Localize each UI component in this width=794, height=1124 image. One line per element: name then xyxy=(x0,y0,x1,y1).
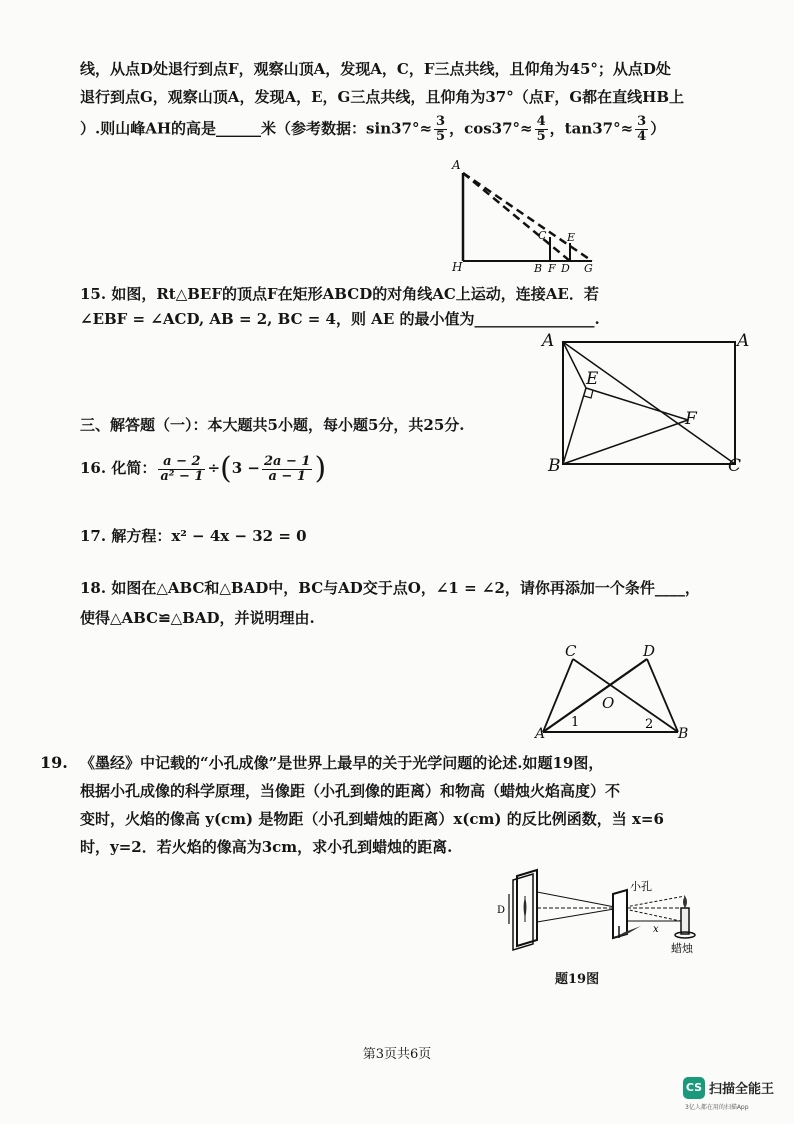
q14-text: ） xyxy=(650,119,666,138)
y-arrow-label: D xyxy=(497,905,506,916)
q15-line2 xyxy=(80,308,600,330)
q14-line3 xyxy=(80,115,665,144)
answer-blank: ________________. xyxy=(474,310,600,328)
q19-line1: 《墨经》中记载的“小孔成像”是世界上最早的关于光学问题的论述.如题19图， xyxy=(80,754,604,772)
q15-line1: 15. 如图，Rt△BEF的顶点F在矩形ABCD的对角线AC上运动，连接AE．若 xyxy=(80,285,599,303)
label-D: A xyxy=(737,331,750,351)
label-E: E xyxy=(586,369,599,389)
q19-pinhole-figure xyxy=(495,866,705,960)
q18-triangles-figure xyxy=(535,642,695,740)
angle-1-label: 1 xyxy=(571,715,580,730)
divide-sign: ÷ xyxy=(207,459,221,477)
label-E: E xyxy=(567,231,576,244)
label-C: C xyxy=(538,229,547,242)
label-A: A xyxy=(452,158,461,172)
scanner-watermark xyxy=(683,1075,783,1115)
label-F: F xyxy=(685,409,697,429)
right-paren: ) xyxy=(314,451,327,486)
label-A: A xyxy=(535,726,546,742)
q16 xyxy=(80,450,326,487)
badge-title: 扫描全能王 xyxy=(709,1082,775,1097)
q17: 17. 解方程：x² − 4x − 32 = 0 xyxy=(80,527,307,545)
q14-text: ，tan37°≈ xyxy=(549,119,634,138)
q14-text: 米（参考数据：sin37°≈ xyxy=(261,119,433,138)
figure-caption: 题19图 xyxy=(555,972,600,987)
angle-2-label: 2 xyxy=(645,717,654,732)
label-F: F xyxy=(548,262,556,275)
fraction: $\frac{a - 2}{\text{a² − 1}}$ xyxy=(160,453,204,484)
label-C: C xyxy=(565,642,577,660)
pinhole-label: 小孔 xyxy=(630,880,652,893)
label-D: D xyxy=(643,642,656,660)
q14-text: ）.则山峰AH的高是 xyxy=(80,119,217,138)
badge-subtitle: 3亿人都在用的扫描App xyxy=(685,1104,749,1111)
q19-line2: 根据小孔成像的科学原理，当像距（小孔到像的距离）和物高（蜡烛火焰高度）不 xyxy=(80,782,621,800)
label-G: G xyxy=(584,262,593,275)
left-paren: ( xyxy=(220,451,232,486)
q15-text: ∠EBF = ∠ACD, AB = 2, BC = 4，则 AE 的最小值为 xyxy=(80,310,475,328)
q19-line4: 时，y=2．若火焰的像高为3cm，求小孔到蜡烛的距离. xyxy=(80,838,453,856)
fraction: $\frac{4}{5}$ xyxy=(536,114,546,144)
label-D: D xyxy=(561,262,570,275)
label-A: A xyxy=(542,331,555,351)
label-B: B xyxy=(534,262,543,275)
candle-label: 蜡烛 xyxy=(671,942,693,955)
answer-blank: ______ xyxy=(216,119,262,138)
fraction: $\frac{3}{4}$ xyxy=(637,114,647,144)
q18-line2: 使得△ABC≌△BAD，并说明理由. xyxy=(80,609,315,627)
q14-text: ，cos37°≈ xyxy=(449,119,533,138)
q18-line1: 18. 如图在△ABC和△BAD中，BC与AD交于点O，∠1 = ∠2，请你再添加一个条件____， xyxy=(80,579,700,597)
q15-rectangle-figure xyxy=(538,328,748,478)
label-O: O xyxy=(602,694,615,712)
section-heading: 三、解答题（一）：本大题共5小题，每小题5分，共25分. xyxy=(80,416,465,434)
q14-line1: 线，从点D处退行到点F，观察山顶A，发现A，C，F三点共线，且仰角为45°；从点D处 xyxy=(80,60,671,78)
q16-label: 16. 化简： xyxy=(80,459,157,477)
q14-mountain-figure xyxy=(440,155,610,275)
page-number: 第3页共6页 xyxy=(362,1047,432,1062)
label-C: C xyxy=(728,456,742,476)
cs-logo-icon: CS xyxy=(683,1077,705,1099)
q16-text: 3 − xyxy=(231,459,260,477)
label-H: H xyxy=(452,260,463,274)
fraction: $\frac{3}{5}$ xyxy=(436,114,446,144)
x-label: x xyxy=(653,924,659,935)
q19-number: 19. xyxy=(40,753,68,772)
fraction: $\frac{2a - 1}{a - 1}$ xyxy=(263,453,311,484)
q19-line3: 变时，火焰的像高 y(cm) 是物距（小孔到蜡烛的距离）x(cm) 的反比例函数，当 x=6 xyxy=(80,810,664,828)
label-B: B xyxy=(548,456,561,476)
q14-line2: 退行到点G，观察山顶A，发现A，E，G三点共线，且仰角为37°（点F，G都在直线HB上 xyxy=(80,88,685,106)
label-B: B xyxy=(678,726,689,742)
